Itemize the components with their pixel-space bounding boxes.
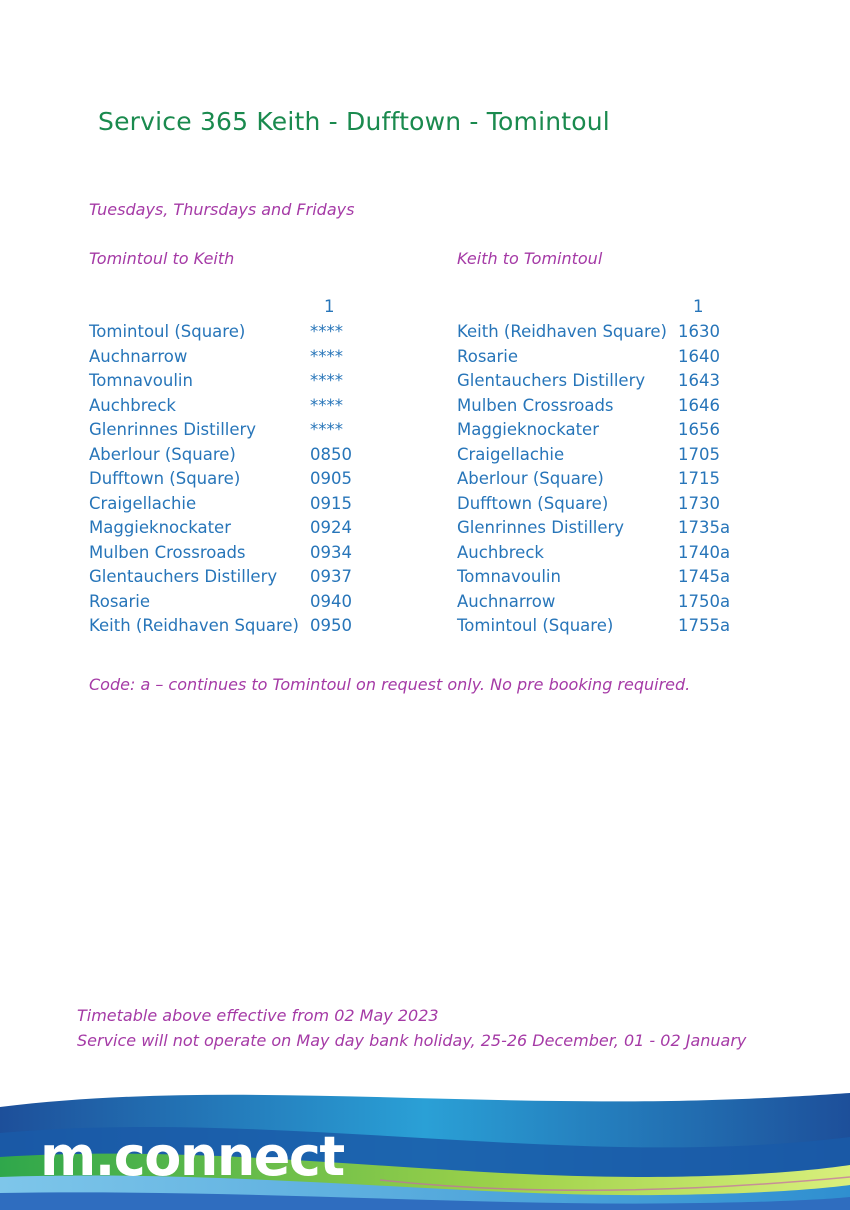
departure-time: 1740a (678, 542, 731, 562)
departure-time: **** (310, 346, 343, 366)
table-row (457, 469, 787, 494)
stop-name: Auchnarrow (457, 591, 556, 611)
table-row (457, 347, 787, 372)
departure-time: 1750a (678, 591, 731, 611)
departure-time: **** (310, 420, 343, 439)
departure-time: 0934 (310, 542, 352, 562)
table-row (89, 347, 419, 372)
departure-time: 1755a (678, 616, 731, 635)
stop-name: Keith (Reidhaven Square) (457, 322, 667, 341)
table-row (89, 445, 419, 470)
stop-name: Glenrinnes Distillery (89, 420, 257, 439)
departure-time: 0940 (310, 591, 352, 611)
stop-name: Dufftown (Square) (89, 469, 241, 488)
stop-name: Auchbreck (457, 542, 544, 562)
stop-name: Tomnavoulin (89, 371, 193, 390)
stop-name: Tomintoul (Square) (457, 616, 614, 635)
table-row (457, 371, 787, 396)
departure-time: 1640 (678, 346, 720, 366)
effective-note: Timetable above effective from 02 May 2023 (77, 1006, 439, 1025)
departure-time: 1646 (678, 395, 720, 415)
table-row (457, 616, 787, 641)
departure-time: 0905 (310, 469, 352, 488)
stop-name: Auchbreck (89, 395, 176, 415)
table-row (89, 543, 419, 568)
table-row (457, 494, 787, 519)
departure-time: **** (310, 395, 343, 415)
departure-time: 0924 (310, 518, 352, 537)
departure-time: 1656 (678, 420, 720, 439)
table-row (89, 592, 419, 617)
departure-time: 1745a (678, 567, 731, 586)
table-row (457, 518, 787, 543)
departure-time: 0937 (310, 567, 352, 586)
table-row (457, 592, 787, 617)
code-note: Code: a – continues to Tomintoul on request only. No pre booking required. (89, 675, 691, 694)
stop-name: Rosarie (89, 591, 151, 611)
departure-time: 0950 (310, 616, 352, 635)
departure-time: **** (310, 371, 343, 390)
departure-time: 1643 (678, 371, 720, 390)
stop-name: Mulben Crossroads (457, 395, 614, 415)
departure-time: 0850 (310, 444, 352, 464)
departure-time: 1705 (678, 444, 720, 464)
departure-time: 1735a (678, 518, 731, 537)
table-row (457, 543, 787, 568)
stop-name: Craigellachie (89, 493, 197, 513)
table-row (457, 445, 787, 470)
table-row (457, 396, 787, 421)
stop-name: Aberlour (Square) (89, 444, 236, 464)
departure-time: 1715 (678, 469, 720, 488)
table-row (457, 322, 787, 347)
stop-name: Glenrinnes Distillery (457, 518, 625, 537)
table-row (89, 616, 419, 641)
stop-name: Rosarie (457, 346, 519, 366)
table-row (89, 567, 419, 592)
stop-name: Dufftown (Square) (457, 493, 609, 513)
departure-time: 0915 (310, 493, 352, 513)
stop-name: Keith (Reidhaven Square) (89, 616, 299, 635)
stop-name: Mulben Crossroads (89, 542, 246, 562)
stop-name: Aberlour (Square) (457, 469, 604, 488)
left-direction-heading: Tomintoul to Keith (89, 249, 235, 268)
table-row (89, 469, 419, 494)
stop-name: Auchnarrow (89, 346, 188, 366)
stop-name: Maggieknockater (457, 420, 599, 439)
mconnect-logo: m.connect (40, 1125, 344, 1188)
stop-name: Glentauchers Distillery (89, 567, 278, 586)
departure-time: **** (310, 322, 343, 341)
table-row (89, 322, 419, 347)
right-timetable (457, 322, 787, 641)
right-direction-heading: Keith to Tomintoul (457, 249, 603, 268)
departure-time: 1630 (678, 322, 720, 341)
stop-name: Tomnavoulin (457, 567, 561, 586)
table-row (89, 518, 419, 543)
stop-name: Maggieknockater (89, 518, 231, 537)
left-timetable (89, 322, 419, 641)
stop-name: Craigellachie (457, 444, 565, 464)
table-row (89, 371, 419, 396)
stop-name: Glentauchers Distillery (457, 371, 646, 390)
table-row (89, 420, 419, 445)
page-title: Service 365 Keith - Dufftown - Tomintoul (98, 107, 610, 136)
operating-days: Tuesdays, Thursdays and Fridays (89, 200, 355, 219)
right-column-header: 1 (693, 297, 704, 316)
departure-time: 1730 (678, 493, 720, 513)
table-row (457, 567, 787, 592)
left-column-header: 1 (324, 297, 335, 316)
stop-name: Tomintoul (Square) (89, 322, 246, 341)
table-row (89, 396, 419, 421)
table-row (89, 494, 419, 519)
table-row (457, 420, 787, 445)
exceptions-note: Service will not operate on May day bank holiday, 25-26 December, 01 - 02 January (77, 1031, 747, 1050)
